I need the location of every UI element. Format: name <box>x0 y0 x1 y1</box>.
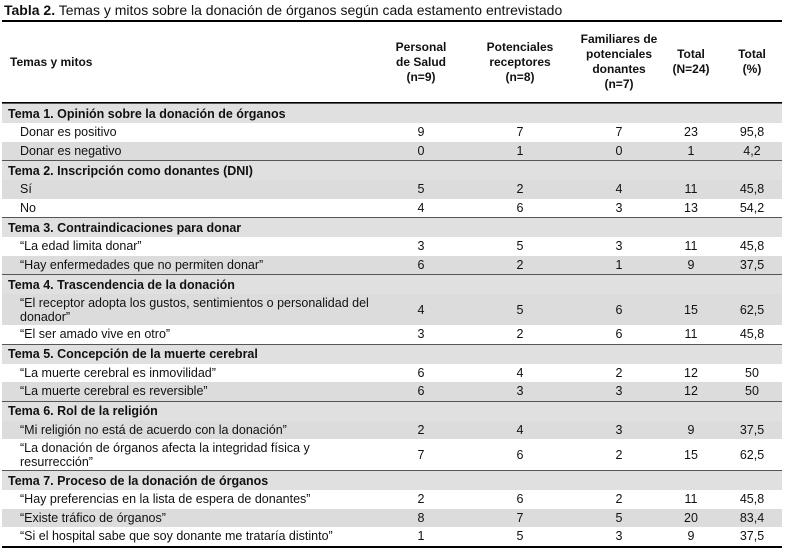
cell-potenciales-receptores: 5 <box>516 529 524 544</box>
cell-familiares: 2 <box>615 492 623 507</box>
cell-potenciales-receptores: 2 <box>516 327 524 342</box>
cell-total-pct: 37,5 <box>739 257 765 272</box>
cell-total-pct: 50 <box>745 384 759 399</box>
cell-personal-salud: 4 <box>417 200 425 215</box>
header-familiares: Familiares de potenciales donantes (n=7) <box>580 32 658 91</box>
table-caption <box>4 2 562 18</box>
caption-text: Temas y mitos sobre la donación de órganos según cada estamento entrevistado <box>55 2 563 18</box>
caption-label: Tabla 2. <box>4 2 56 18</box>
row-label: Sí <box>20 182 32 197</box>
row-label: Donar es negativo <box>20 143 122 158</box>
header-potenciales-receptores: Potenciales receptores (n=8) <box>486 39 554 84</box>
cell-personal-salud: 3 <box>417 327 425 342</box>
cell-familiares: 3 <box>615 200 623 215</box>
cell-total-pct: 45,8 <box>739 182 765 197</box>
cell-personal-salud: 6 <box>417 384 425 399</box>
row-label: “La donación de órganos afecta la integridad física y resurrección” <box>20 440 310 469</box>
row-label: “Hay enfermedades que no permiten donar” <box>20 257 264 272</box>
cell-total-n: 15 <box>684 302 698 317</box>
cell-familiares: 2 <box>615 365 623 380</box>
table-row <box>2 237 782 256</box>
cell-potenciales-receptores: 4 <box>516 422 524 437</box>
header-temas: Temas y mitos <box>10 54 93 69</box>
cell-total-pct: 37,5 <box>739 529 765 544</box>
cell-familiares: 6 <box>615 302 623 317</box>
cell-total-n: 15 <box>684 447 698 462</box>
section-title: Tema 5. Concepción de la muerte cerebral <box>8 347 258 361</box>
cell-familiares: 6 <box>615 327 623 342</box>
table-row <box>2 439 782 470</box>
header-total-pct: Total (%) <box>738 47 766 76</box>
cell-total-pct: 62,5 <box>739 447 765 462</box>
row-label: “El receptor adopta los gustos, sentimientos o personalidad del donador” <box>20 295 369 324</box>
row-label: “La edad limita donar” <box>20 239 142 254</box>
cell-total-n: 11 <box>684 239 698 254</box>
table-row <box>2 382 782 401</box>
row-label: Donar es positivo <box>20 125 117 140</box>
cell-familiares: 3 <box>615 384 623 399</box>
table-row <box>2 123 782 142</box>
cell-personal-salud: 6 <box>417 365 425 380</box>
cell-personal-salud: 9 <box>417 125 425 140</box>
cell-familiares: 0 <box>615 143 623 158</box>
cell-total-n: 9 <box>687 422 695 437</box>
cell-total-pct: 45,8 <box>739 492 765 507</box>
cell-total-pct: 83,4 <box>739 510 765 525</box>
section-header <box>2 401 782 421</box>
cell-familiares: 4 <box>615 182 623 197</box>
section-header <box>2 217 782 237</box>
table-body <box>2 103 782 548</box>
cell-personal-salud: 6 <box>417 257 425 272</box>
section-header <box>2 344 782 364</box>
cell-familiares: 1 <box>615 257 623 272</box>
cell-familiares: 3 <box>615 422 623 437</box>
table-row <box>2 180 782 199</box>
table-row <box>2 256 782 275</box>
cell-personal-salud: 7 <box>417 447 425 462</box>
cell-potenciales-receptores: 6 <box>516 447 524 462</box>
table-row <box>2 142 782 161</box>
section-header <box>2 274 782 294</box>
table-row <box>2 325 782 344</box>
cell-total-n: 9 <box>687 257 695 272</box>
data-table <box>2 20 782 548</box>
cell-total-n: 12 <box>684 365 698 380</box>
cell-potenciales-receptores: 2 <box>516 257 524 272</box>
cell-personal-salud: 2 <box>417 422 425 437</box>
row-label: “La muerte cerebral es reversible” <box>20 384 208 399</box>
cell-familiares: 3 <box>615 239 623 254</box>
cell-personal-salud: 5 <box>417 182 425 197</box>
cell-total-n: 11 <box>684 327 698 342</box>
row-label: “Mi religión no está de acuerdo con la donación” <box>20 422 287 437</box>
cell-total-n: 12 <box>684 384 698 399</box>
row-label: “El ser amado vive en otro” <box>20 327 171 342</box>
cell-personal-salud: 4 <box>417 302 425 317</box>
table-row <box>2 364 782 383</box>
cell-total-n: 1 <box>687 143 695 158</box>
cell-potenciales-receptores: 7 <box>516 125 524 140</box>
cell-total-pct: 62,5 <box>739 302 765 317</box>
section-header <box>2 160 782 180</box>
section-title: Tema 1. Opinión sobre la donación de órganos <box>8 106 286 121</box>
cell-total-n: 11 <box>684 492 698 507</box>
cell-total-pct: 4,2 <box>743 143 761 158</box>
table-row <box>2 421 782 440</box>
cell-total-pct: 50 <box>745 365 759 380</box>
cell-familiares: 2 <box>615 447 623 462</box>
cell-personal-salud: 3 <box>417 239 425 254</box>
cell-personal-salud: 0 <box>417 143 425 158</box>
cell-potenciales-receptores: 2 <box>516 182 524 197</box>
section-header <box>2 470 782 490</box>
row-label: “Si el hospital sabe que soy donante me trataría distinto” <box>20 529 333 544</box>
cell-total-pct: 45,8 <box>739 327 765 342</box>
cell-total-pct: 37,5 <box>739 422 765 437</box>
cell-potenciales-receptores: 5 <box>516 302 524 317</box>
cell-personal-salud: 2 <box>417 492 425 507</box>
table-row <box>2 490 782 509</box>
section-title: Tema 7. Proceso de la donación de órganos <box>8 473 269 488</box>
section-title: Tema 6. Rol de la religión <box>8 404 158 418</box>
table-row <box>2 509 782 528</box>
cell-potenciales-receptores: 7 <box>516 510 524 525</box>
cell-potenciales-receptores: 4 <box>516 365 524 380</box>
table-header-row <box>2 22 782 103</box>
cell-total-n: 20 <box>684 510 698 525</box>
cell-familiares: 3 <box>615 529 623 544</box>
cell-potenciales-receptores: 6 <box>516 492 524 507</box>
header-total-n: Total (N=24) <box>672 47 710 76</box>
cell-familiares: 7 <box>615 125 623 140</box>
cell-total-pct: 95,8 <box>739 125 765 140</box>
cell-total-n: 23 <box>684 125 698 140</box>
header-personal-salud: Personal de Salud (n=9) <box>395 39 447 84</box>
table-row <box>2 294 782 325</box>
cell-total-n: 13 <box>684 200 698 215</box>
row-label: No <box>20 200 36 215</box>
row-label: “La muerte cerebral es inmovilidad” <box>20 365 216 380</box>
row-label: “Existe tráfico de órganos” <box>20 510 166 525</box>
cell-total-n: 11 <box>684 182 698 197</box>
row-label: “Hay preferencias en la lista de espera de donantes” <box>20 492 311 507</box>
cell-potenciales-receptores: 6 <box>516 200 524 215</box>
section-title: Tema 4. Trascendencia de la donación <box>8 277 235 292</box>
cell-potenciales-receptores: 5 <box>516 239 524 254</box>
cell-potenciales-receptores: 1 <box>516 143 524 158</box>
section-title: Tema 2. Inscripción como donantes (DNI) <box>8 163 253 178</box>
section-title: Tema 3. Contraindicaciones para donar <box>8 220 242 235</box>
cell-total-n: 9 <box>687 529 695 544</box>
cell-familiares: 5 <box>615 510 623 525</box>
cell-personal-salud: 1 <box>417 529 425 544</box>
cell-potenciales-receptores: 3 <box>516 384 524 399</box>
cell-total-pct: 45,8 <box>739 239 765 254</box>
cell-personal-salud: 8 <box>417 510 425 525</box>
table-row <box>2 199 782 218</box>
section-header <box>2 103 782 123</box>
table-row <box>2 527 782 548</box>
cell-total-pct: 54,2 <box>739 200 765 215</box>
